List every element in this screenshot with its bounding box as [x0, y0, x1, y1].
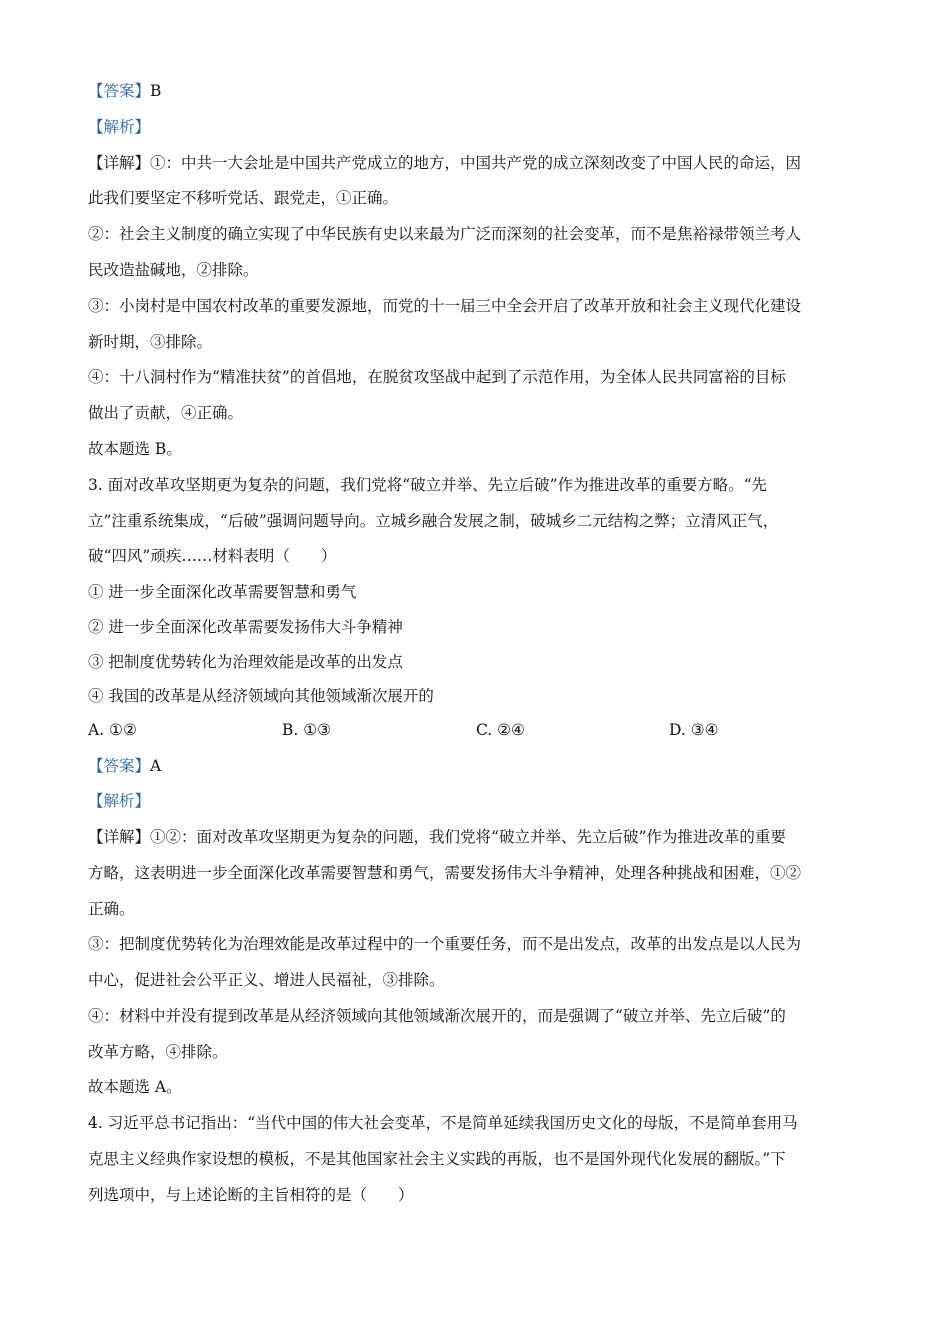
- q2-line: 做出了贡献，④正确。: [88, 404, 244, 422]
- q2-line: 民改造盐碱地，②排除。: [88, 261, 259, 279]
- q4-stem-line: 列选项中，与上述论断的主旨相符的是（ ）: [88, 1186, 414, 1204]
- q2-answer: [88, 81, 161, 101]
- option-b[interactable]: B. ①③: [282, 721, 332, 739]
- q3-options: [88, 720, 868, 740]
- q2-line: ④：十八洞村作为“精准扶贫”的首倡地，在脱贫攻坚战中起到了示范作用，为全体人民共同富裕的目标: [88, 368, 786, 386]
- q3-statement: ③ 把制度优势转化为治理效能是改革的出发点: [88, 653, 403, 671]
- q2-detail-line: [88, 153, 801, 173]
- q3-exp-line: 改革方略，④排除。: [88, 1043, 228, 1061]
- q2-line: 新时期，③排除。: [88, 333, 213, 351]
- q3-exp-line: ③：把制度优势转化为治理效能是改革过程中的一个重要任务，而不是出发点，改革的出发点是以人民为: [88, 935, 802, 953]
- q3-detail-line: [88, 827, 786, 847]
- answer-tag: 【答案】: [88, 82, 151, 100]
- option-d[interactable]: D. ③④: [669, 721, 719, 739]
- q2-conclusion: 故本题选 B。: [88, 440, 182, 458]
- q3-analysis-tag: 【解析】: [88, 792, 151, 810]
- q3-exp-line: ④：材料中并没有提到改革是从经济领域向其他领域渐次展开的，而是强调了“破立并举、先立后破”的: [88, 1007, 786, 1025]
- q3-stem-line: 3. 面对改革攻坚期更为复杂的问题，我们党将“破立并举、先立后破”作为推进改革的重要方略。“先: [88, 476, 767, 494]
- detail-text: ①②：面对改革攻坚期更为复杂的问题，我们党将“破立并举、先立后破”作为推进改革的重要: [150, 828, 786, 846]
- q3-answer: [88, 756, 161, 776]
- answer-value: A: [150, 757, 162, 775]
- q3-statement: ② 进一步全面深化改革需要发扬伟大斗争精神: [88, 618, 403, 636]
- q3-statement: ① 进一步全面深化改革需要智慧和勇气: [88, 583, 357, 601]
- detail-text: ①：中共一大会址是中国共产党成立的地方，中国共产党的成立深刻改变了中国人民的命运，因: [150, 154, 802, 172]
- detail-tag: 【详解】: [88, 828, 151, 846]
- q3-exp-line: 方略，这表明进一步全面深化改革需要智慧和勇气，需要发扬伟大斗争精神，处理各种挑战和困难，①②: [88, 864, 802, 882]
- q3-stem-line: 立”注重系统集成，“后破”强调问题导向。立城乡融合发展之制，破城乡二元结构之弊；立清风正气，: [88, 512, 779, 530]
- q3-stem-line: 破“四风”顽疾……材料表明（ ）: [88, 547, 337, 565]
- answer-value: B: [150, 82, 162, 100]
- q2-analysis-tag: 【解析】: [88, 118, 151, 136]
- q3-exp-line: 正确。: [88, 900, 135, 918]
- q2-line: ②：社会主义制度的确立实现了中华民族有史以来最为广泛而深刻的社会变革，而不是焦裕禄带领兰考人: [88, 225, 802, 243]
- q3-conclusion: 故本题选 A。: [88, 1078, 182, 1096]
- q4-stem-line: 4. 习近平总书记指出：“当代中国的伟大社会变革，不是简单延续我国历史文化的母版，不是简单套用马: [88, 1114, 798, 1132]
- option-c[interactable]: C. ②④: [476, 721, 525, 739]
- q3-exp-line: 中心，促进社会公平正义、增进人民福祉，③排除。: [88, 971, 445, 989]
- detail-tag: 【详解】: [88, 154, 151, 172]
- answer-tag: 【答案】: [88, 757, 151, 775]
- q4-stem-line: 克思主义经典作家设想的模板，不是其他国家社会主义实践的再版，也不是国外现代化发展的翻版。”下: [88, 1150, 786, 1168]
- q3-statement: ④ 我国的改革是从经济领域向其他领域渐次展开的: [88, 687, 434, 705]
- q2-line: ③：小岗村是中国农村改革的重要发源地，而党的十一届三中全会开启了改革开放和社会主义现代化建设: [88, 297, 802, 315]
- option-a[interactable]: A. ①②: [88, 721, 137, 739]
- q2-line: 此我们要坚定不移听党话、跟党走，①正确。: [88, 189, 399, 207]
